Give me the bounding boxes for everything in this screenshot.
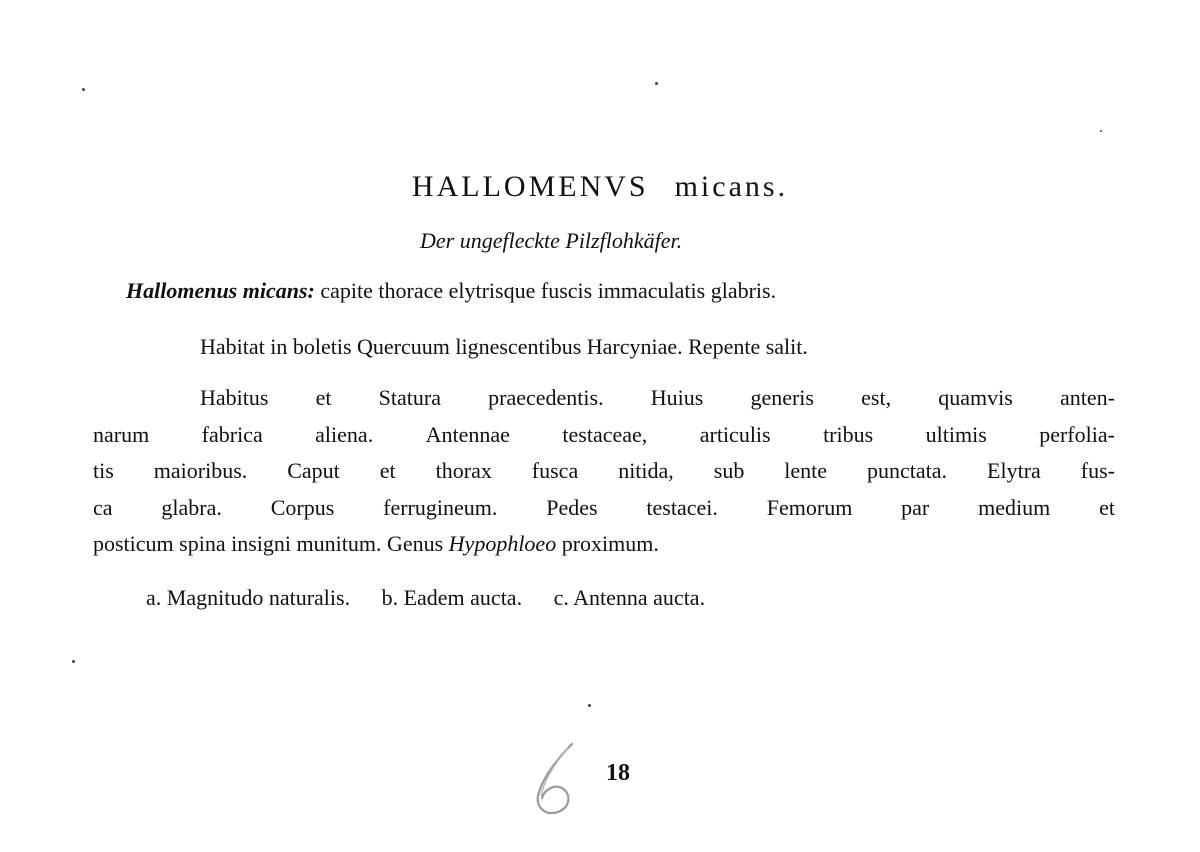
legend-item-b: b. Eadem aucta. xyxy=(381,585,523,610)
diagnosis-text: capite thorace elytrisque fuscis immaculatis glabris. xyxy=(320,278,777,303)
diagnosis-line xyxy=(126,278,1086,304)
genus-reference: Hypophloeo xyxy=(448,531,557,556)
paper-speck xyxy=(1100,130,1102,132)
paper-speck xyxy=(588,704,591,707)
legend-item-c: c. Antenna aucta. xyxy=(553,585,706,610)
description-line: narum fabrica aliena. Antennae testaceae, articulis tribus ultimis perfolia- xyxy=(93,421,1115,447)
page-number: 18 xyxy=(606,760,630,786)
pencil-annotation-mark xyxy=(528,738,588,822)
paper-speck xyxy=(655,82,658,85)
figure-legend xyxy=(146,585,731,611)
description-last-line xyxy=(93,526,1115,563)
legend-item-a: a. Magnitudo naturalis. xyxy=(146,585,351,610)
title-species: micans. xyxy=(674,170,789,203)
description-last-line-end: proximum. xyxy=(561,531,659,556)
paper-speck xyxy=(72,660,75,663)
description-line: ca glabra. Corpus ferrugineum. Pedes testacei. Femorum par medium et xyxy=(93,494,1115,520)
title-genus: HALLOMENVS xyxy=(411,170,649,203)
description-line: Habitus et Statura praecedentis. Huius generis est, quamvis anten- xyxy=(200,385,1115,410)
habitat-paragraph: Habitat in boletis Quercuum lignescentibus Harcyniae. Repente salit. xyxy=(200,334,808,359)
paper-speck xyxy=(82,88,85,91)
description-last-line-start: posticum spina insigni munitum. Genus xyxy=(93,531,444,556)
diagnosis-species-name: Hallomenus micans: xyxy=(126,278,315,303)
german-common-name: Der ungefleckte Pilzflohkäfer. xyxy=(420,228,683,253)
page-title xyxy=(0,170,1200,204)
description-paragraph xyxy=(93,380,1115,563)
description-line: tis maioribus. Caput et thorax fusca nitida, sub lente punctata. Elytra fus- xyxy=(93,458,1115,483)
